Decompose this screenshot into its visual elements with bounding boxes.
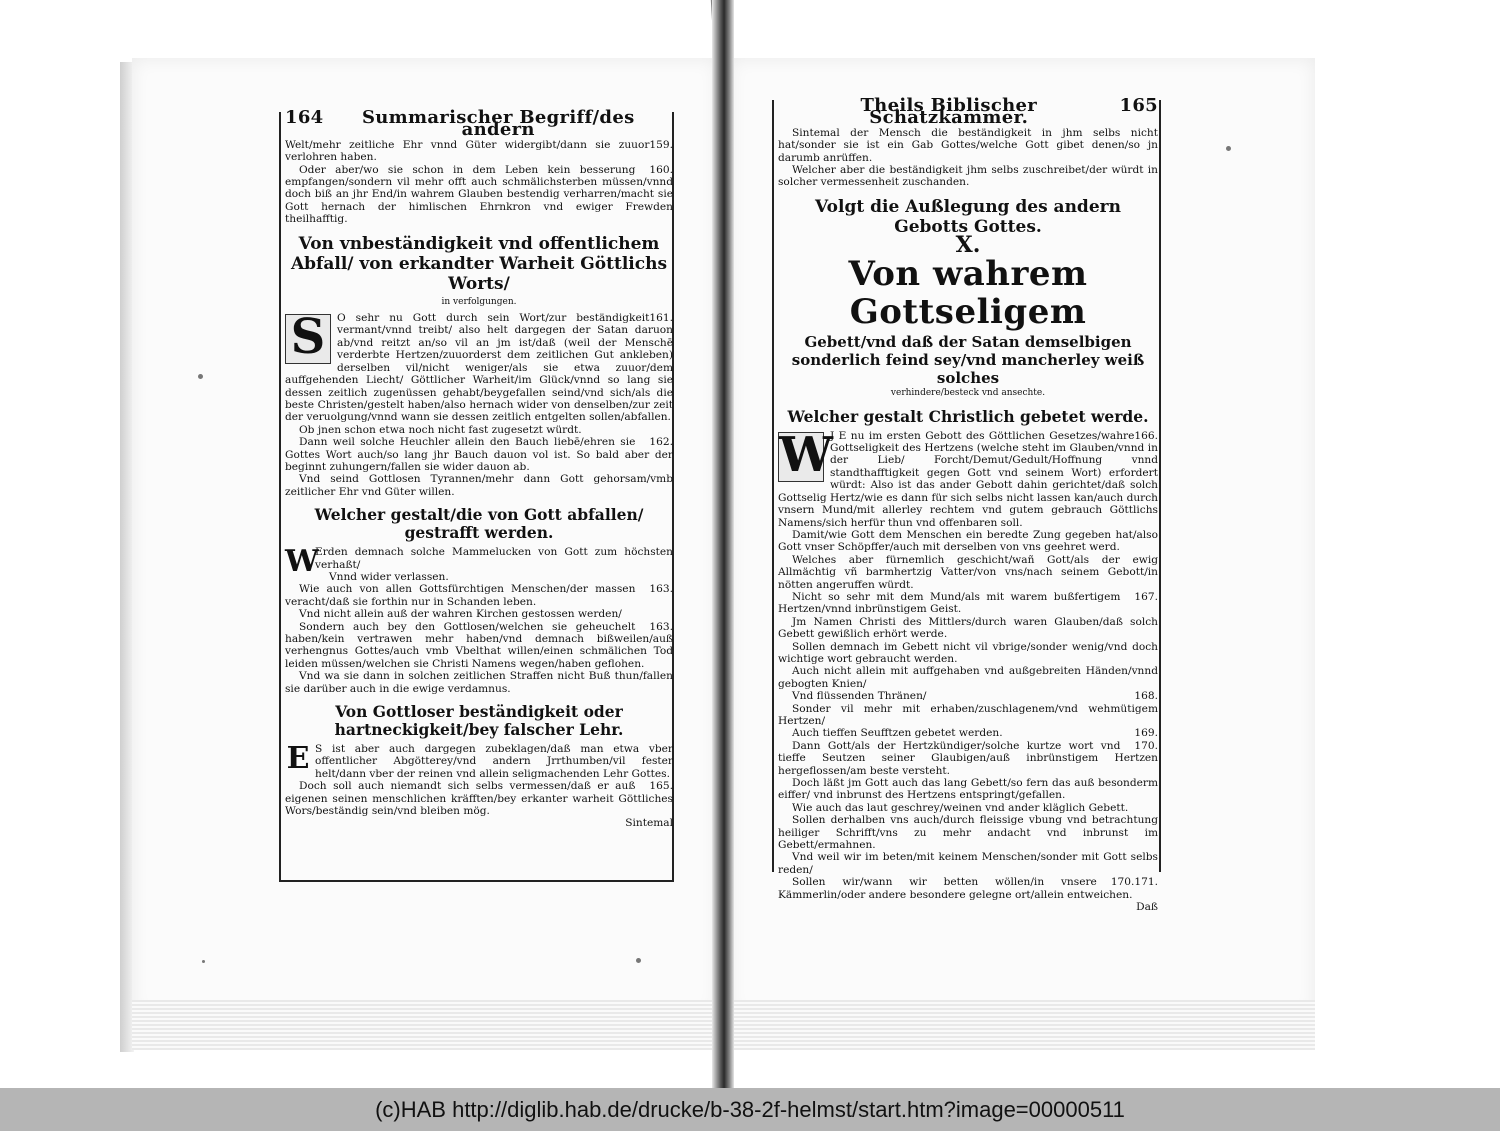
paragraph-text: J E nu im ersten Gebott des Göttlichen Gesetzes/wahre Gottseligkeit des Hertzens (welche steht im Glauben/vnnd in der Lieb/ Forcht/Demut/Gedult/Hoffnung vnnd standthafftigkeit gegen Gott vnd seinem Wort) erfordert würdt: Also ist das ander Gebott dahin gerichtet/daß solch Gottselig Hertz/wie es dann für sich selbs nicht lassen kan/auch durch vnsern Mund/mit allerley rechtem vnd gutem gebrauch Göttlichs Namens/sich herfür thun vnd offenbaren soll. <box>778 429 1158 529</box>
chapter-subtitle-small: verhindere/besteck vnd ansechte. <box>890 388 1046 399</box>
right-s1-p2 <box>778 529 1158 554</box>
left-heading-1: Von vnbeständigkeit vnd offentlichem Abfall/ von erkandter Warheit Göttlichs Worts/ <box>290 233 668 294</box>
paragraph-text: Erden demnach solche Mammelucken von Gott zum höchsten verhaßt/ <box>315 546 673 571</box>
left-catchword: Sintemal <box>625 817 673 830</box>
left-s3-p1 <box>285 743 673 780</box>
paragraph-text: Vnd nicht allein auß der wahren Kirchen gestossen werden/ <box>299 608 622 621</box>
paragraph-text: O sehr nu Gott durch sein Wort/zur beständigkeit vermant/vnnd treibt/ also helt dargegen der Satan daruon ab/vnd reitzt an/so vil an jm ist/daß (weil der Menschē verderbte Hertzen/zuuorderst dem zeitlichen Gut ankleben) derselben vil/nicht weniger/als sie etwa zuuor/dem auffgehenden Liecht/ Göttlicher Warheit/im Glück/vnnd so lang sie dessen zeitlich zugenüssen gehabt/beygefallen seind/vnd sich/als die beste Christen/gestelt haben/also hernach wider von denselben/zur zeit der veruolgung/vnnd wann sie dessen zeitlich entgelten sollen/abfallen. <box>285 312 673 424</box>
initial-letter-s: S <box>285 314 331 364</box>
chapter-title: Von wahrem Gottseligem <box>848 254 1088 333</box>
right-intro-1 <box>778 127 1158 164</box>
verse-number: 162. <box>649 436 673 449</box>
right-head-title: Theils Biblischer Schatzkammer. <box>860 95 1038 129</box>
left-s2-p2 <box>285 571 673 583</box>
verse-number: 167. <box>1134 590 1158 603</box>
left-s2-p4 <box>285 608 673 620</box>
left-s1-p3 <box>285 436 673 473</box>
paragraph-text: Sollen demnach im Gebett nicht vil vbrige/sonder wenig/vnd doch wichtige wort gebraucht werden. <box>778 640 1158 665</box>
right-s1-p1 <box>778 426 1158 529</box>
initial-letter-w: W <box>779 426 833 483</box>
paragraph-text: Vnnd wider verlassen. <box>329 570 449 583</box>
verse-number: 165. <box>649 780 673 793</box>
verse-number: 163. <box>649 583 673 596</box>
left-heading-1-sub: in verfolgungen. <box>441 296 517 307</box>
paragraph-text: S ist aber auch dargegen zubeklagen/daß man etwa vber offentlicher Abgötterey/vnd andern Jrrthumben/vil fester helt/dann vber der reinen vnd allein seligmachenden Lehr Gottes. <box>315 743 673 780</box>
right-s1-p14 <box>778 814 1158 851</box>
verse-number: 160. <box>649 163 673 176</box>
paragraph-text: Wie auch das laut geschrey/weinen vnd ander kläglich Gebett. <box>792 801 1129 814</box>
speck <box>1226 146 1231 151</box>
right-s1-p11 <box>778 740 1158 777</box>
paragraph-text: Sondern auch bey den Gottlosen/welchen sie geheuchelt haben/kein vertrawen mehr haben/vnd demnach bißweilen/auß verhengnus Gottes/auch vmb Vbelthat willen/einen schmälichen Tod leiden müssen/welchen sie Christi Namens wegen/haben geflohen. <box>285 620 673 670</box>
verse-number: 170.171. <box>1110 876 1158 889</box>
initial-letter-e: E <box>286 741 310 777</box>
left-running-head <box>285 107 673 141</box>
paragraph-text: Auch nicht allein mit auffgehaben vnd außgebreiten Händen/vnnd gebogten Knien/ <box>778 665 1158 690</box>
left-s2-p3 <box>285 583 673 608</box>
right-page-number: 165 <box>1119 95 1158 116</box>
verse-number: 161. <box>649 312 673 325</box>
paragraph-text: Oder aber/wo sie schon in dem Leben kein besserung empfangen/sondern vil mehr offt auch schmälichsterben müssen/vnnd doch biß an jhr End/in wahrem Glauben bestendig verharren/macht sie Gott hernach der himlischen Ehrnkron vnd ewiger Frewden theilhafftig. <box>285 163 673 226</box>
right-running-head <box>778 95 1158 129</box>
paragraph-text: Ob jnen schon etwa noch nicht fast zugesetzt würdt. <box>299 423 582 436</box>
paragraph-text: Sintemal der Mensch die beständigkeit in jhm selbs nicht hat/sonder sie ist ein Gab Gottes/welche Gott gibet denen/so jn darumb anrüffen. <box>778 126 1158 164</box>
speck <box>198 374 203 379</box>
paragraph-text: Sonder vil mehr mit erhaben/zuschlagenem/vnd wehmütigem Hertzen/ <box>778 702 1158 727</box>
left-s1-p4 <box>285 473 673 498</box>
paragraph-text: Doch läßt jm Gott auch das lang Gebett/so fern das auß besonderm eiffer/ vnd inbrunst des Hertzens entspringt/gefallen. <box>778 777 1158 802</box>
speck <box>636 958 641 963</box>
chapter-numeral: X. <box>955 231 981 258</box>
right-heading-1: Volgt die Außlegung des andern Gebotts Gottes. <box>815 196 1121 237</box>
right-s1-p9 <box>778 703 1158 728</box>
right-s1-p16 <box>778 876 1158 901</box>
paragraph-text: Dann weil solche Heuchler allein den Bauch liebē/ehren sie Gottes Wort auch/so lang jhr Bauch dauon vol ist. So bald aber der beginnt zuhungern/fallen sie wider dauon ab. <box>285 436 673 473</box>
verse-number: 170. <box>1134 739 1158 752</box>
paragraph-text: Sollen wir/wann wir betten wöllen/in vnsere Kämmerlin/oder andere besondere gelegne ort/allein entweichen. <box>778 876 1133 901</box>
right-column <box>778 95 1158 914</box>
speck <box>202 960 205 963</box>
right-s1-p7 <box>778 665 1158 690</box>
left-heading-2: Welcher gestalt/die von Gott abfallen/ gestrafft werden. <box>314 505 644 543</box>
paragraph-text: Welt/mehr zeitliche Ehr vnnd Güter widergibt/dann sie zuuor verlohren haben. <box>285 138 650 164</box>
paragraph-text: Sollen derhalben vns auch/durch fleissige vbung vnd betrachtung heiliger Schrifft/vns zu mehr andacht vnd inbrunst im Gebett/ermahnen. <box>778 814 1158 852</box>
right-s1-p8 <box>778 690 1158 702</box>
left-s2-p6 <box>285 670 673 695</box>
right-s1-p5 <box>778 616 1158 641</box>
verse-number: 168. <box>1134 690 1158 703</box>
paragraph-text: Welches aber fürnemlich geschicht/wañ Gott/als der ewig Allmächtig vñ barmhertzig Vatter/von vns/nach seinem Gebott/in nötten angeruffen würdt. <box>778 553 1158 591</box>
paragraph-text: Wie auch von allen Gottsfürchtigen Menschen/der massen veracht/daß sie forthin nur in Schanden leben. <box>285 583 636 608</box>
paragraph-text: Vnd seind Gottlosen Tyrannen/mehr dann Gott gehorsam/vmb zeitlicher Ehr vnd Güter willen. <box>285 473 673 498</box>
paragraph-text: Doch soll auch niemandt sich selbs vermessen/daß er auß eigenen seinen menschlichen kräfften/bey erkanter warheit Göttliches Wors/beständig sein/vnd bleiben mög. <box>285 780 673 818</box>
right-s1-p6 <box>778 641 1158 666</box>
left-s1-p2 <box>285 424 673 436</box>
book-gutter <box>712 0 734 1088</box>
credit-bar <box>0 1088 1500 1131</box>
paragraph-text: Dann Gott/als der Hertzkündiger/solche kurtze wort vnd tieffe Seutzen seiner Glaubigen/auß inbrünstigem Hertzen hergeflossen/am beste versteht. <box>778 739 1158 777</box>
right-s1-p12 <box>778 777 1158 802</box>
right-catchword: Daß <box>1136 901 1158 914</box>
verse-number: 163. <box>649 620 673 633</box>
right-s1-p4 <box>778 591 1158 616</box>
paragraph-text: Vnd flüssenden Thränen/ <box>792 690 927 703</box>
paragraph-text: Damit/wie Gott dem Menschen ein beredte Zung gegeben hat/also Gott vnser Schöpffer/auch mit derselben von vns geehret werd. <box>778 528 1158 554</box>
rule-left-inner <box>279 112 281 882</box>
verse-number: 169. <box>1134 727 1158 740</box>
initial-letter-w: W <box>285 544 319 580</box>
left-head-title: Summarischer Begriff/des andern <box>361 107 635 141</box>
right-heading-2: Welcher gestalt Christlich gebetet werde. <box>787 406 1149 426</box>
left-intro-2 <box>285 164 673 226</box>
paragraph-text: Nicht so sehr mit dem Mund/als mit warem bußfertigem Hertzen/vnnd inbrünstigem Geist. <box>778 590 1121 616</box>
credit-url: (c)HAB http://diglib.hab.de/drucke/b-38-2f-helmst/start.htm?image=00000511 <box>375 1096 1125 1122</box>
right-intro-2 <box>778 164 1158 189</box>
paragraph-text: Vnd wa sie dann in solchen zeitlichen Straffen nicht Buß thun/fallen sie darüber auch in die ewige verdamnus. <box>285 670 673 695</box>
rule-right-inner <box>772 100 774 872</box>
left-s3-p2 <box>285 780 673 817</box>
paragraph-text: Vnd weil wir im beten/mit keinem Menschen/sonder mit Gott selbs reden/ <box>778 851 1158 876</box>
right-s1-p15 <box>778 851 1158 876</box>
left-column <box>285 107 673 830</box>
chapter-subtitle: Gebett/vnd daß der Satan demselbigen sonderlich feind sey/vnd mancherley weiß solches <box>791 333 1145 388</box>
left-s1-p1 <box>285 309 673 424</box>
paragraph-text: Auch tieffen Seufftzen gebetet werden. <box>792 727 1003 740</box>
left-page-number: 164 <box>285 107 324 128</box>
right-s1-p10 <box>778 727 1158 739</box>
paragraph-text: Welcher aber die beständigkeit jhm selbs zuschreibet/der würdt in solcher vermessenheit zuschanden. <box>778 164 1158 189</box>
paragraph-text: Jm Namen Christi des Mittlers/durch waren Glauben/daß solch Gebett gewißlich erhört werde. <box>778 615 1158 641</box>
right-s1-p13 <box>778 802 1158 814</box>
verse-number: 166. <box>1134 429 1158 442</box>
left-heading-3: Von Gottloser beständigkeit oder hartneckigkeit/bey falscher Lehr. <box>334 702 624 740</box>
left-s2-p5 <box>285 621 673 671</box>
verse-number: 159. <box>649 138 673 151</box>
rule-left-bottom <box>279 880 674 882</box>
right-s1-p3 <box>778 554 1158 591</box>
left-intro-1 <box>285 139 673 164</box>
rule-right-outer <box>1159 100 1161 872</box>
